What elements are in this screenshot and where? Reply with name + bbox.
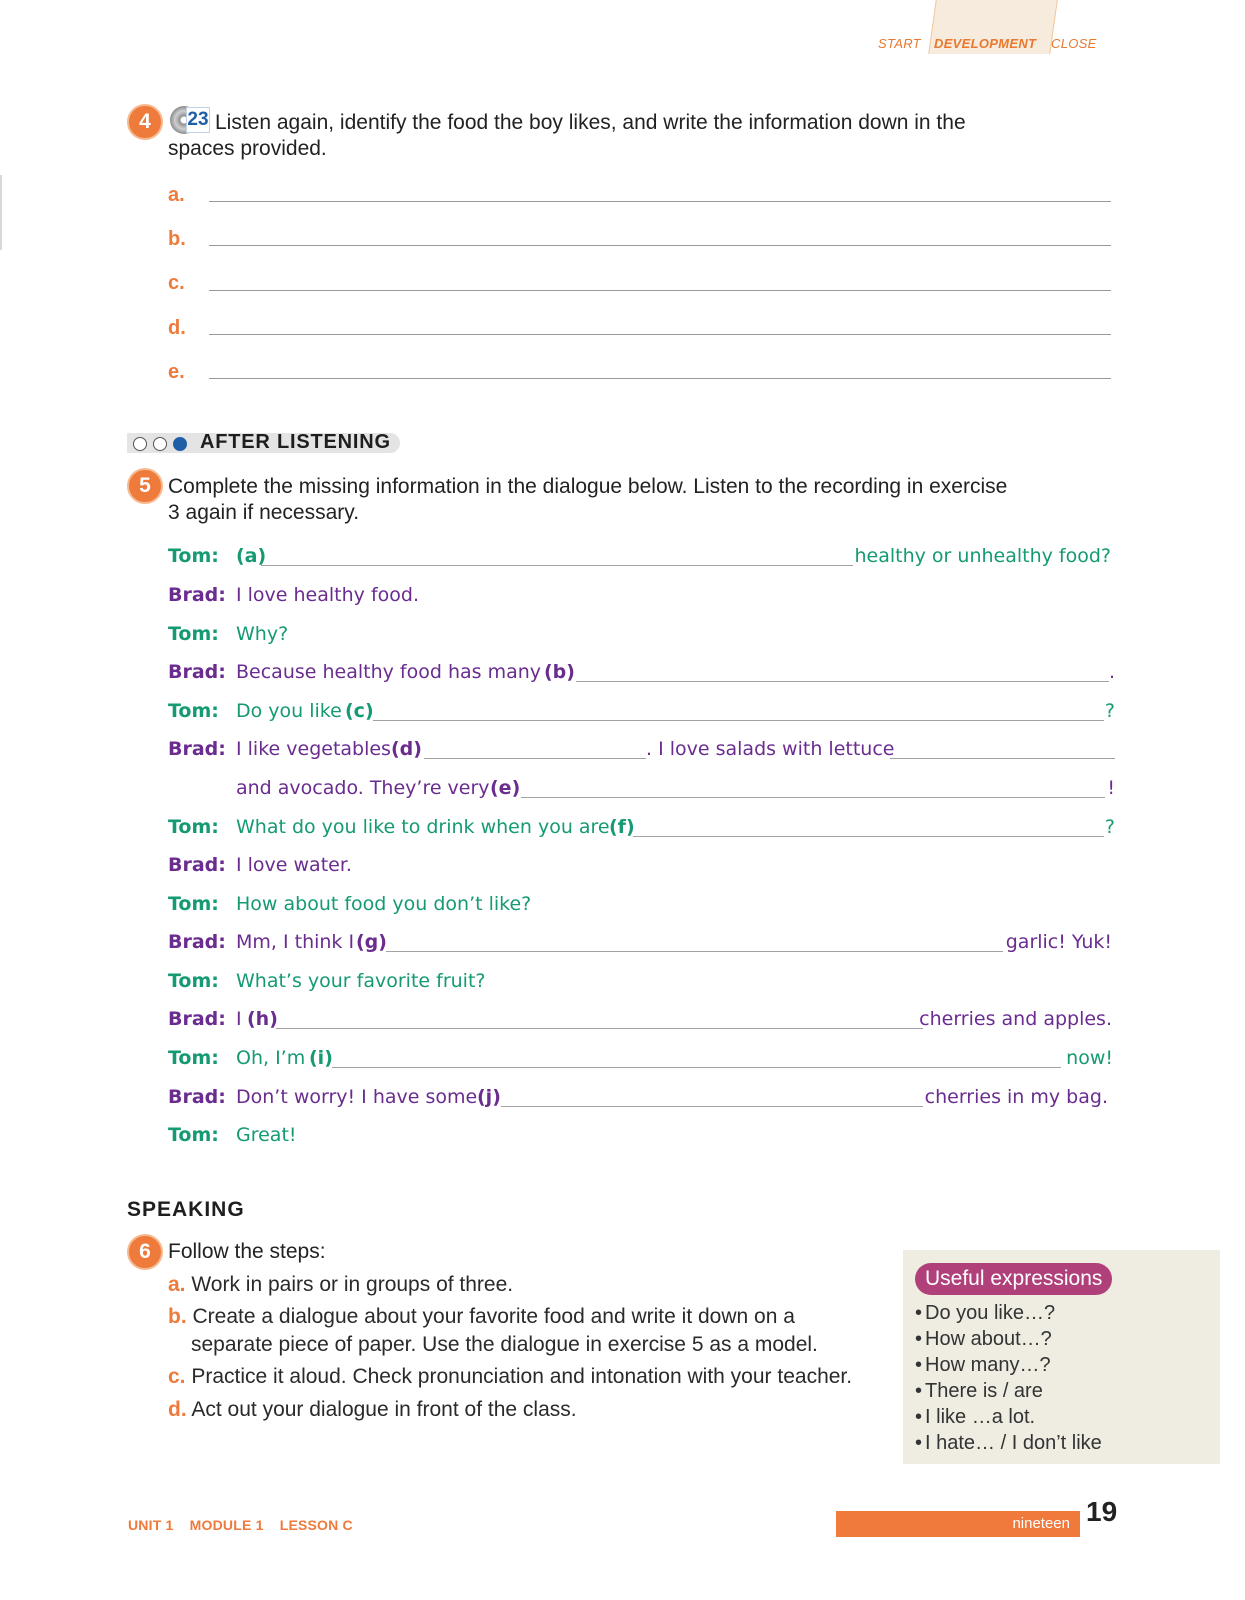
nav-start: START (878, 36, 921, 51)
speaker-tom: Tom: (168, 970, 219, 992)
page-number-word: nineteen (1012, 1515, 1070, 1532)
answer-line-b[interactable] (209, 245, 1111, 246)
dialogue-line-8 (168, 814, 1115, 844)
step-text: Practice it aloud. Check pronunciation and intonation with your teacher. (191, 1365, 853, 1388)
audio-track-icon[interactable] (168, 104, 212, 136)
gap-line-h[interactable] (276, 1028, 923, 1029)
gap-line-f[interactable] (633, 836, 1104, 837)
gap-line-e[interactable] (521, 797, 1105, 798)
dialogue-line-14 (168, 1045, 1115, 1075)
step-text: Act out your dialogue in front of the class. (191, 1398, 577, 1421)
step-letter: c. (168, 1365, 186, 1388)
exercise-5-instruction-line2: 3 again if necessary. (168, 501, 360, 524)
footer-breadcrumb (128, 1517, 365, 1533)
dialogue-text: garlic! Yuk! (1005, 931, 1112, 953)
dialogue-text: Great! (236, 1124, 297, 1146)
dialogue-text: now! (1066, 1047, 1113, 1069)
stage-dot-2 (153, 437, 167, 451)
useful-expressions-box (903, 1250, 1220, 1464)
expression-item: • Do you like…? (915, 1302, 1055, 1325)
answer-line-a[interactable] (209, 201, 1111, 202)
gap-label-d: (d) (391, 738, 422, 760)
gap-label-f: (f) (609, 816, 635, 838)
after-listening-banner (127, 433, 400, 453)
speaker-brad: Brad: (168, 854, 226, 876)
dialogue-line-2 (168, 582, 1115, 612)
footer-module: MODULE 1 (189, 1517, 264, 1533)
answer-line-d[interactable] (209, 334, 1111, 335)
dialogue-text: What do you like to drink when you are (236, 816, 610, 838)
dialogue-text: I love water. (236, 854, 352, 876)
gap-line-j[interactable] (501, 1106, 923, 1107)
step-d (168, 1396, 868, 1424)
answer-letter-e: e. (168, 361, 185, 383)
dialogue-line-11 (168, 929, 1115, 959)
answer-line-c[interactable] (209, 290, 1111, 291)
gap-label-h: (h) (247, 1008, 278, 1030)
step-c (168, 1363, 868, 1391)
dialogue-text: Mm, I think I (236, 931, 355, 953)
dialogue-text: Oh, I’m (236, 1047, 306, 1069)
gap-line-d[interactable] (424, 758, 646, 759)
speaking-title: SPEAKING (127, 1198, 245, 1221)
dialogue-text: How about food you don’t like? (236, 893, 532, 915)
exercise-6-instruction: Follow the steps: (168, 1240, 326, 1263)
step-text: Create a dialogue about your favorite food and write it down on a (192, 1305, 795, 1328)
speaker-tom: Tom: (168, 893, 219, 915)
gap-label-e: (e) (490, 777, 521, 799)
gap-line-c[interactable] (373, 720, 1104, 721)
page-number: 19 (1086, 1496, 1118, 1527)
exercise-number-5: 5 (127, 468, 163, 504)
dialogue-line-1 (168, 543, 1115, 573)
dialogue-text: Why? (236, 623, 289, 645)
after-listening-title: AFTER LISTENING (200, 431, 391, 453)
dialogue-line-15 (168, 1084, 1115, 1114)
dialogue-text: I love healthy food. (236, 584, 419, 606)
dialogue-text: I (236, 1008, 242, 1030)
stage-dot-3 (173, 437, 187, 451)
dialogue-text: . I love salads with lettuce (646, 738, 895, 760)
step-letter: b. (168, 1305, 187, 1328)
dialogue-text: Don’t worry! I have some (236, 1086, 478, 1108)
speaker-tom: Tom: (168, 1124, 219, 1146)
step-letter: a. (168, 1273, 186, 1296)
answer-letter-d: d. (168, 317, 186, 339)
gap-line-i[interactable] (332, 1067, 1061, 1068)
speaker-brad: Brad: (168, 1086, 226, 1108)
speaker-brad: Brad: (168, 584, 226, 606)
dialogue-text: What’s your favorite fruit? (236, 970, 486, 992)
speaker-tom: Tom: (168, 545, 219, 567)
dialogue-line-10 (168, 891, 1115, 921)
step-b-continued (191, 1331, 891, 1359)
dialogue-text: cherries and apples. (919, 1008, 1112, 1030)
nav-close: CLOSE (1051, 36, 1097, 51)
lesson-stage-nav (0, 0, 1245, 60)
dialogue-line-3 (168, 621, 1115, 651)
dialogue-line-4 (168, 659, 1115, 689)
track-number: 23 (186, 107, 210, 133)
dialogue-line-9 (168, 852, 1115, 882)
dialogue-text: Because healthy food has many (236, 661, 542, 683)
dialogue-text: Do you like (236, 700, 342, 722)
dialogue-text: ? (1104, 816, 1115, 838)
gap-label-i: (i) (309, 1047, 333, 1069)
nav-development: DEVELOPMENT (934, 36, 1037, 51)
expression-item: • There is / are (915, 1380, 1043, 1403)
dialogue-text: I like vegetables (236, 738, 391, 760)
step-a (168, 1271, 868, 1299)
gap-line-d2[interactable] (890, 758, 1115, 759)
dialogue-line-5 (168, 698, 1115, 728)
dialogue-line-6 (168, 736, 1115, 766)
step-text: Work in pairs or in groups of three. (191, 1273, 514, 1296)
step-text: separate piece of paper. Use the dialogue in exercise 5 as a model. (191, 1333, 818, 1356)
speaker-brad: Brad: (168, 661, 226, 683)
dialogue-line-12 (168, 968, 1115, 998)
answer-letter-a: a. (168, 184, 185, 206)
dialogue-text: . (1108, 661, 1115, 683)
step-letter: d. (168, 1398, 187, 1421)
dialogue-line-13 (168, 1006, 1115, 1036)
dialogue-text: healthy or unhealthy food? (854, 545, 1111, 567)
footer-unit: UNIT 1 (128, 1517, 174, 1533)
dialogue-text: cherries in my bag. (924, 1086, 1108, 1108)
gap-label-g: (g) (356, 931, 387, 953)
gap-line-g[interactable] (386, 951, 1003, 952)
footer-lesson: LESSON C (279, 1517, 353, 1533)
step-b (168, 1303, 868, 1331)
dialogue-text: and avocado. They’re very (236, 777, 490, 799)
expression-item: • How about…? (915, 1328, 1052, 1351)
answer-line-e[interactable] (209, 378, 1111, 379)
speaker-brad: Brad: (168, 931, 226, 953)
gap-label-j: (j) (477, 1086, 501, 1108)
expression-item: • I hate… / I don’t like (915, 1432, 1102, 1455)
dialogue-line-7 (168, 775, 1115, 805)
gap-label-c: (c) (345, 700, 374, 722)
stage-dot-1 (133, 437, 147, 451)
expression-item: • I like …a lot. (915, 1406, 1035, 1429)
useful-expressions-title: Useful expressions (915, 1263, 1112, 1295)
gap-line-a[interactable] (261, 565, 853, 566)
gap-label-a: (a) (236, 545, 267, 567)
exercise-4-instruction-line1: Listen again, identify the food the boy likes, and write the information down in the (215, 111, 966, 134)
speaker-tom: Tom: (168, 700, 219, 722)
expression-item: • How many…? (915, 1354, 1051, 1377)
dialogue-text: ? (1104, 700, 1115, 722)
dialogue-line-16 (168, 1122, 1115, 1152)
speaker-brad: Brad: (168, 738, 226, 760)
page-footer-bar (836, 1511, 1080, 1537)
answer-letter-c: c. (168, 272, 185, 294)
margin-mark (0, 175, 2, 250)
speaker-tom: Tom: (168, 816, 219, 838)
dialogue-text: ! (1107, 777, 1115, 799)
gap-line-b[interactable] (576, 681, 1109, 682)
speaker-tom: Tom: (168, 1047, 219, 1069)
gap-label-b: (b) (544, 661, 575, 683)
exercise-number-4: 4 (127, 104, 163, 140)
answer-letter-b: b. (168, 228, 186, 250)
exercise-4-instruction-line2: spaces provided. (168, 137, 327, 160)
exercise-number-6: 6 (127, 1234, 163, 1270)
speaker-tom: Tom: (168, 623, 219, 645)
speaker-brad: Brad: (168, 1008, 226, 1030)
exercise-5-instruction-line1: Complete the missing information in the dialogue below. Listen to the recording in exercise (168, 475, 1008, 498)
